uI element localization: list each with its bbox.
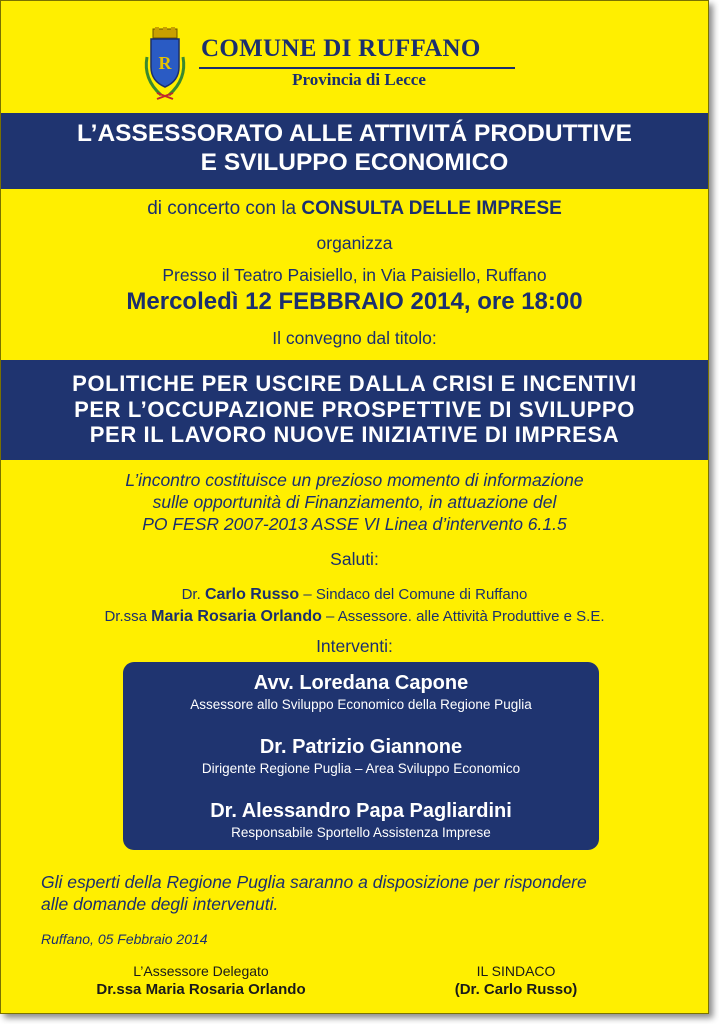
saluti-name: Carlo Russo <box>204 586 300 603</box>
saluti-item <box>1 586 708 604</box>
closing-line-1: Gli esperti della Regione Puglia saranno a disposizione per rispondere <box>41 872 587 892</box>
saluti-prefix: Dr. <box>181 586 201 603</box>
description-line-2: sulle opportunità di Finanziamento, in attuazione del <box>152 492 557 512</box>
sindaco-title: IL SINDACO <box>476 963 556 979</box>
concerto-prefix: di concerto con la <box>147 198 297 219</box>
saluti-prefix: Dr.ssa <box>104 608 147 625</box>
assessore-name: Dr.ssa Maria Rosaria Orlando <box>96 981 306 998</box>
speaker-name: Avv. Loredana Capone <box>253 672 469 694</box>
speaker-role: Dirigente Regione Puglia – Area Sviluppo Economico <box>201 761 521 776</box>
convegno-title-banner <box>1 360 708 460</box>
svg-text:R: R <box>158 53 172 73</box>
saluti-item <box>1 608 708 626</box>
venue-text: Presso il Teatro Paisiello, in Via Paisiello, Ruffano <box>162 265 547 285</box>
description-block <box>1 469 708 535</box>
speaker-role: Responsabile Sportello Assistenza Imprese <box>231 825 491 840</box>
saluti-title: Saluti: <box>330 549 379 569</box>
place-date: Ruffano, 05 Febbraio 2014 <box>41 931 208 947</box>
convegno-title-line-2: PER L’OCCUPAZIONE PROSPETTIVE DI SVILUPPO <box>74 396 635 422</box>
consulta-name: CONSULTA DELLE IMPRESE <box>301 198 562 219</box>
sindaco-signature <box>401 963 631 998</box>
coat-of-arms-icon <box>139 27 191 103</box>
speaker-role: Assessore allo Sviluppo Economico della Regione Puglia <box>190 697 532 712</box>
concerto-line <box>1 198 708 220</box>
header-divider <box>199 67 515 69</box>
organizza-text: organizza <box>316 233 393 253</box>
convegno-label: Il convegno dal titolo: <box>272 328 437 348</box>
closing-text <box>41 871 587 915</box>
saluti-role: – Assessore. alle Attività Produttive e S.E. <box>326 608 605 625</box>
provincia-subtitle: Provincia di Lecce <box>292 70 426 89</box>
interventi-box <box>123 662 599 850</box>
assessorato-line-2: E SVILUPPO ECONOMICO <box>200 149 509 176</box>
speaker-block <box>123 672 599 712</box>
convegno-title-line-1: POLITICHE PER USCIRE DALLA CRISI E INCENTIVI <box>72 371 637 396</box>
convegno-title-line-3: PER IL LAVORO NUOVE INIZIATIVE DI IMPRESA <box>89 422 620 447</box>
speaker-block <box>123 736 599 776</box>
speaker-block <box>123 800 599 840</box>
saluti-role: – Sindaco del Comune di Ruffano <box>303 586 528 603</box>
description-line-3: PO FESR 2007-2013 ASSE VI Linea d’intervento 6.1.5 <box>142 514 567 534</box>
assessorato-line-1: L’ASSESSORATO ALLE ATTIVITÁ PRODUTTIVE <box>77 120 632 147</box>
event-date: Mercoledì 12 FEBBRAIO 2014, ore 18:00 <box>126 288 583 315</box>
saluti-name: Maria Rosaria Orlando <box>151 608 322 625</box>
speaker-name: Dr. Alessandro Papa Pagliardini <box>210 800 512 822</box>
sindaco-name: (Dr. Carlo Russo) <box>454 981 578 998</box>
comune-title: COMUNE DI RUFFANO <box>201 35 481 62</box>
closing-line-2: alle domande degli intervenuti. <box>41 894 279 914</box>
speaker-name: Dr. Patrizio Giannone <box>259 736 463 758</box>
assessore-signature <box>41 963 361 998</box>
assessorato-banner <box>1 113 708 189</box>
description-line-1: L’incontro costituisce un prezioso momento di informazione <box>125 470 584 490</box>
assessore-title: L’Assessore Delegato <box>133 963 269 979</box>
interventi-title: Interventi: <box>316 636 393 656</box>
